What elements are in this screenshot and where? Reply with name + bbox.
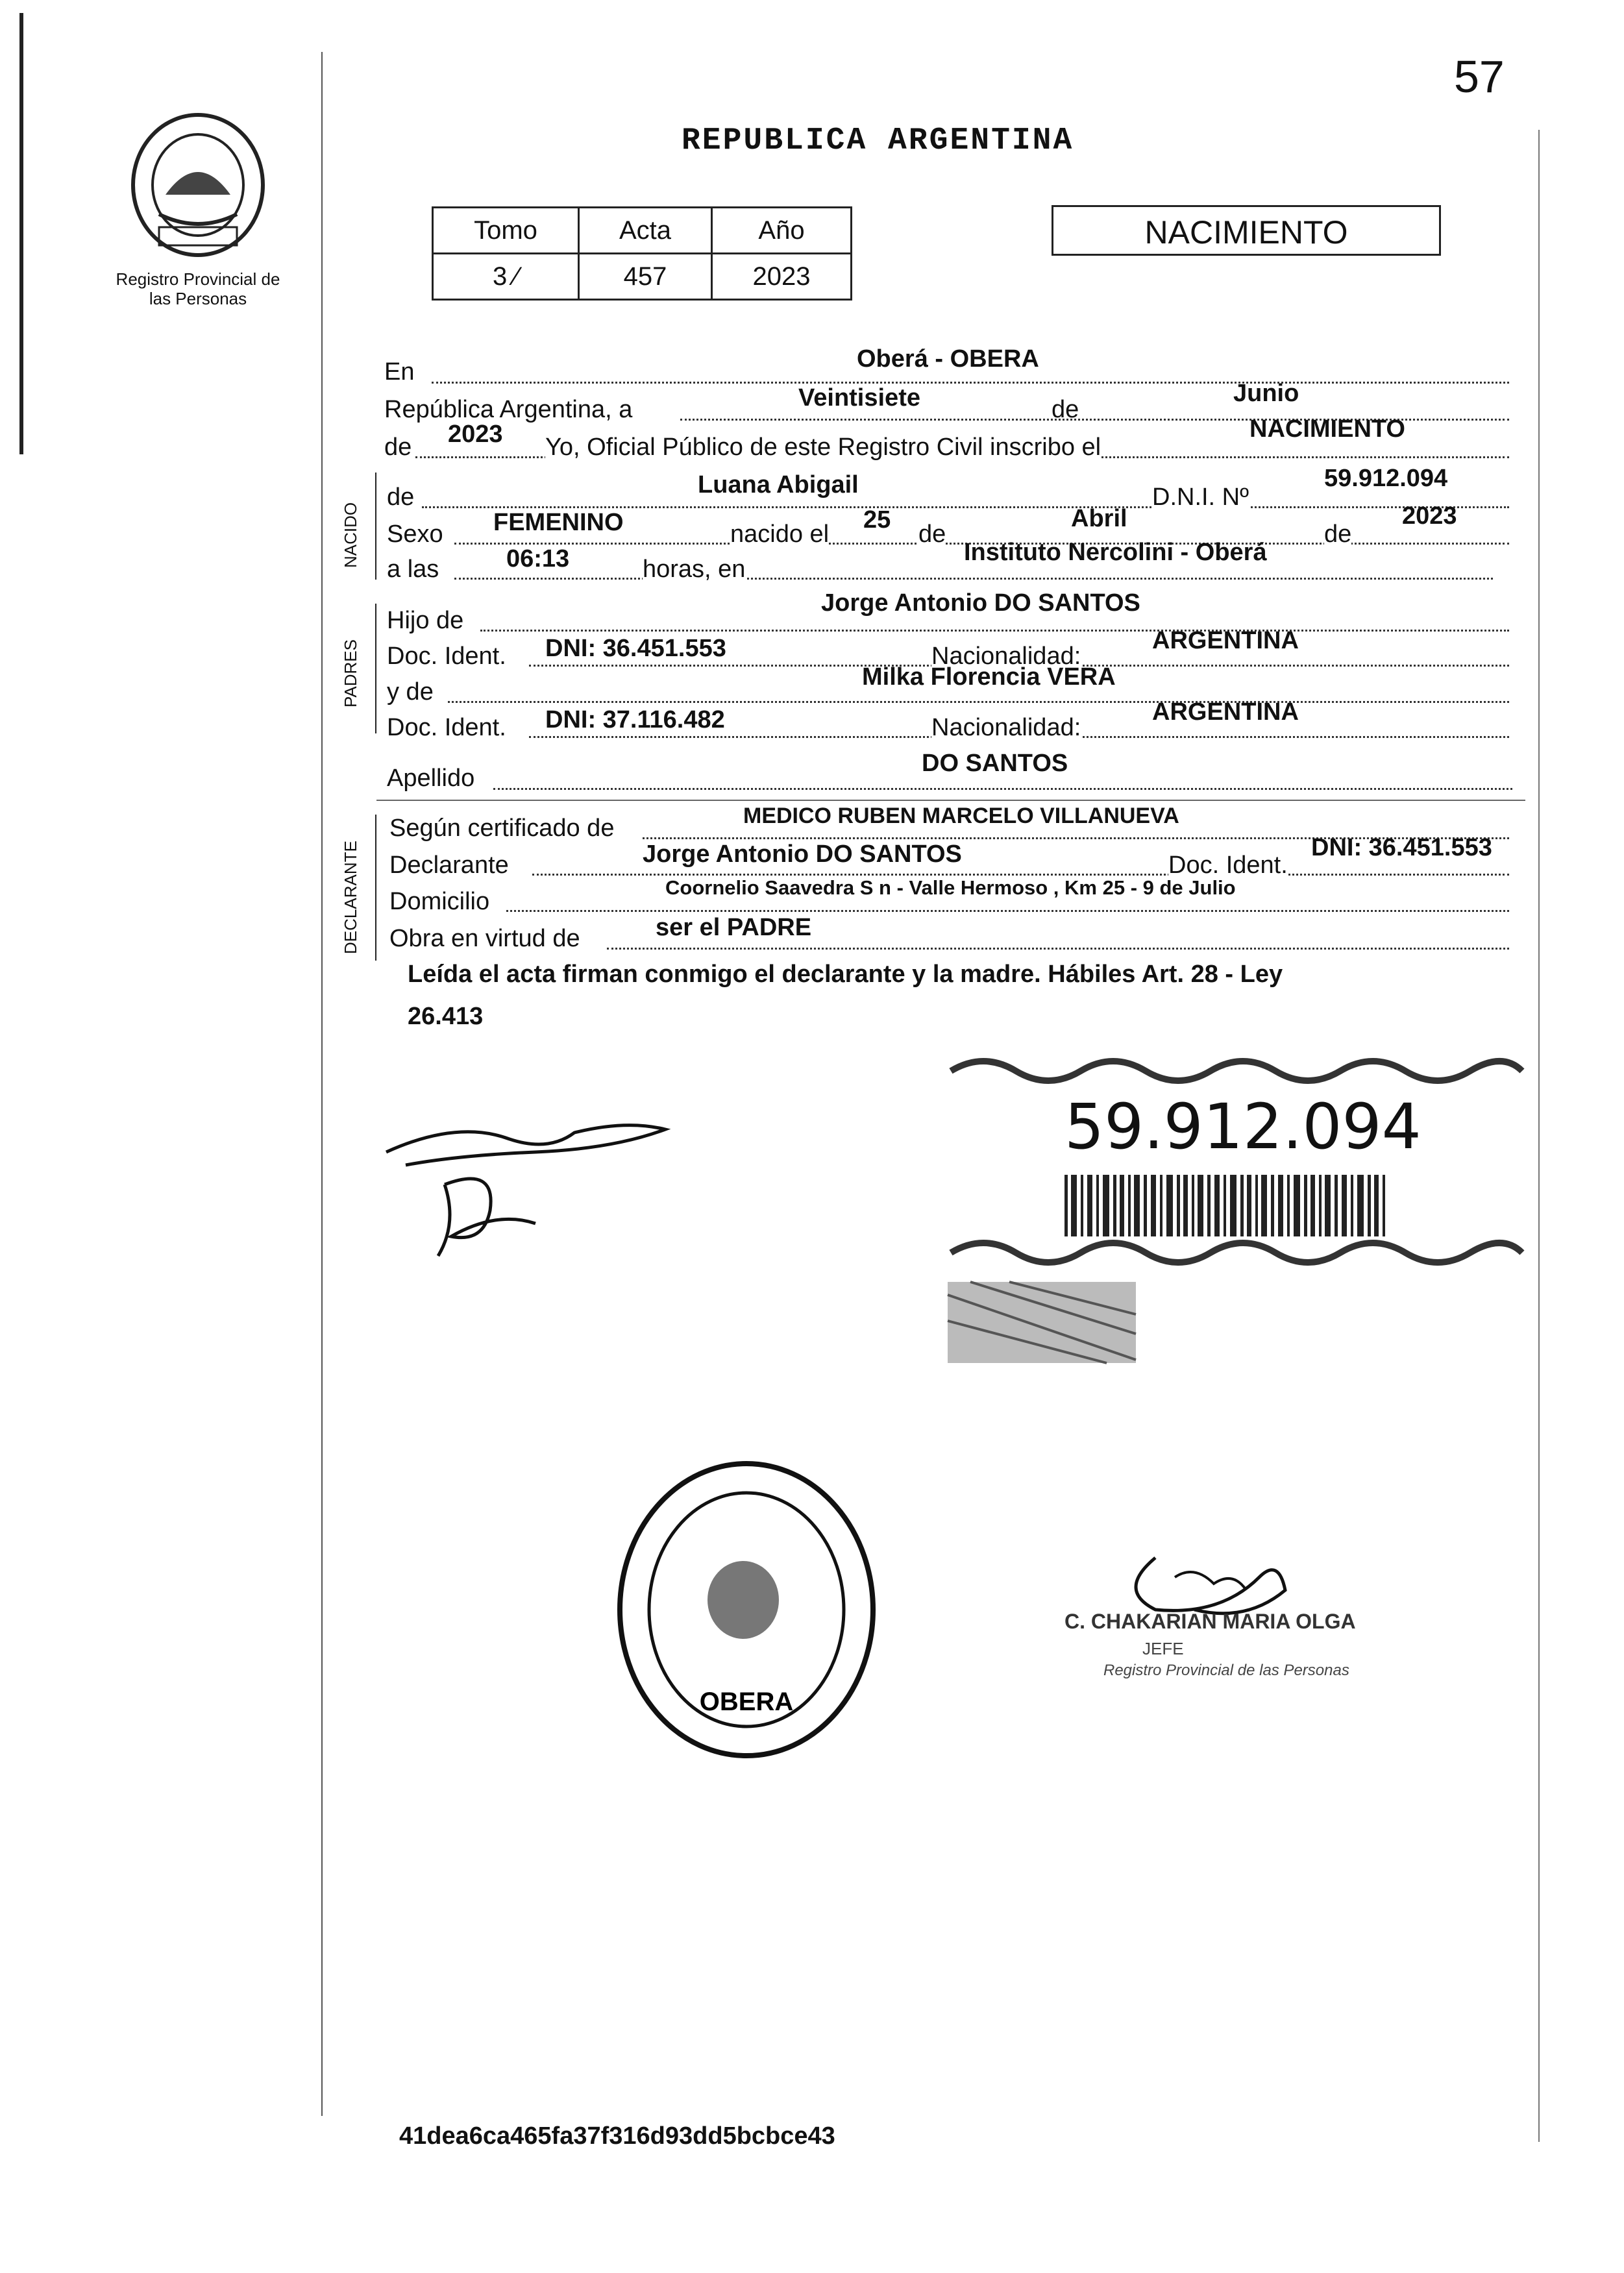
nacido-el-label: nacido el <box>730 521 830 548</box>
left-margin-bar <box>19 13 23 454</box>
horas-label: horas, en <box>643 556 746 583</box>
closing-line-2: 26.413 <box>408 1003 484 1030</box>
father-nat-label: Nacionalidad: <box>931 643 1081 670</box>
table-value-tomo: 3 ⁄ <box>433 254 579 300</box>
domicilio-label: Domicilio <box>389 888 490 915</box>
declarante-doc-label: Doc. Ident. <box>1168 852 1288 879</box>
declarante-doc: DNI: 36.451.553 <box>1311 834 1492 861</box>
declarante-value: Jorge Antonio DO SANTOS <box>643 841 962 868</box>
child-name: Luana Abigail <box>698 471 859 498</box>
child-dni: 59.912.094 <box>1324 465 1448 492</box>
year-de: de <box>384 434 412 461</box>
alas-label: a las <box>387 556 439 583</box>
document-hash: 41dea6ca465fa37f316d93dd5bcbce43 <box>399 2122 835 2150</box>
registry-org-label: Registro Provincial de las Personas <box>116 269 280 308</box>
apellido-label: Apellido <box>387 765 475 792</box>
year-text: Yo, Oficial Público de este Registro Civil inscribo el <box>545 434 1101 461</box>
place-label: En <box>384 358 415 386</box>
mother-doc: DNI: 37.116.482 <box>545 706 725 733</box>
sexo-label: Sexo <box>387 521 443 548</box>
official-role: JEFE <box>1142 1639 1184 1658</box>
domicilio-value: Coornelio Saavedra S n - Valle Hermoso , Km 25 - 9 de Julio <box>665 876 1236 899</box>
place-value: Oberá - OBERA <box>857 345 1039 373</box>
yde-label: y de <box>387 678 434 706</box>
table-header-acta: Acta <box>579 208 712 254</box>
official-stamp <box>613 1457 880 1762</box>
year-value: 2023 <box>448 421 503 448</box>
official-name: C. CHAKARIAN MARIA OLGA <box>1064 1610 1356 1633</box>
hijo-label: Hijo de <box>387 607 464 634</box>
date-prefix: República Argentina, a <box>384 396 633 423</box>
year-kind: NACIMIENTO <box>1249 415 1405 443</box>
apellido-value: DO SANTOS <box>922 750 1068 777</box>
birth-month: Abril <box>1071 505 1127 532</box>
closing-line-1: Leída el acta firman conmigo el declarante y la madre. Hábiles Art. 28 - Ley <box>408 961 1283 988</box>
date-day: Veintisiete <box>798 384 920 412</box>
birth-de1: de <box>918 521 946 548</box>
obra-label: Obra en virtud de <box>389 925 580 952</box>
page-number: 57 <box>1454 51 1505 102</box>
obra-value: ser el PADRE <box>656 914 812 941</box>
table-value-ano: 2023 <box>712 254 852 300</box>
father-nationality: ARGENTINA <box>1152 627 1299 654</box>
document-title: REPUBLICA ARGENTINA <box>682 123 1074 158</box>
father-doc-label: Doc. Ident. <box>387 643 506 670</box>
date-month: Junio <box>1233 380 1299 407</box>
mother-nat-label: Nacionalidad: <box>931 714 1081 741</box>
father-doc: DNI: 36.451.553 <box>545 635 726 662</box>
birth-hour: 06:13 <box>506 545 570 572</box>
declarant-signature <box>380 1113 685 1269</box>
cert-label: Según certificado de <box>389 815 615 842</box>
birth-day: 25 <box>863 506 891 534</box>
declarante-label: Declarante <box>389 852 509 879</box>
cert-value: MEDICO RUBEN MARCELO VILLANUEVA <box>743 804 1179 828</box>
child-sex: FEMENINO <box>493 509 624 536</box>
birth-place: Instituto Nercolini - Oberá <box>964 539 1267 566</box>
security-number: 59.912.094 <box>1064 1090 1421 1163</box>
right-gutter-line <box>1538 130 1540 2142</box>
table-header-tomo: Tomo <box>433 208 579 254</box>
date-de: de <box>1052 396 1079 423</box>
province-seal-logo <box>120 110 276 266</box>
table-value-acta: 457 <box>579 254 712 300</box>
mother-name: Milka Florencia VERA <box>862 663 1116 691</box>
mother-doc-label: Doc. Ident. <box>387 714 506 741</box>
birth-de2: de <box>1324 521 1352 548</box>
table-header-ano: Año <box>712 208 852 254</box>
nacido-de-label: de <box>387 484 415 511</box>
left-gutter-line <box>321 52 323 2116</box>
registry-table <box>432 206 852 301</box>
dni-label: D.N.I. Nº <box>1152 484 1249 511</box>
official-org: Registro Provincial de las Personas <box>1103 1662 1349 1679</box>
nacido-side-label: NACIDO <box>341 502 360 568</box>
padres-side-label: PADRES <box>341 639 360 707</box>
stamp-city: OBERA <box>699 1688 794 1716</box>
declarante-side-label: DECLARANTE <box>341 841 360 954</box>
birth-year: 2023 <box>1402 502 1457 530</box>
act-type-box: NACIMIENTO <box>1052 205 1441 256</box>
mother-nationality: ARGENTINA <box>1152 698 1299 726</box>
father-name: Jorge Antonio DO SANTOS <box>821 589 1140 617</box>
